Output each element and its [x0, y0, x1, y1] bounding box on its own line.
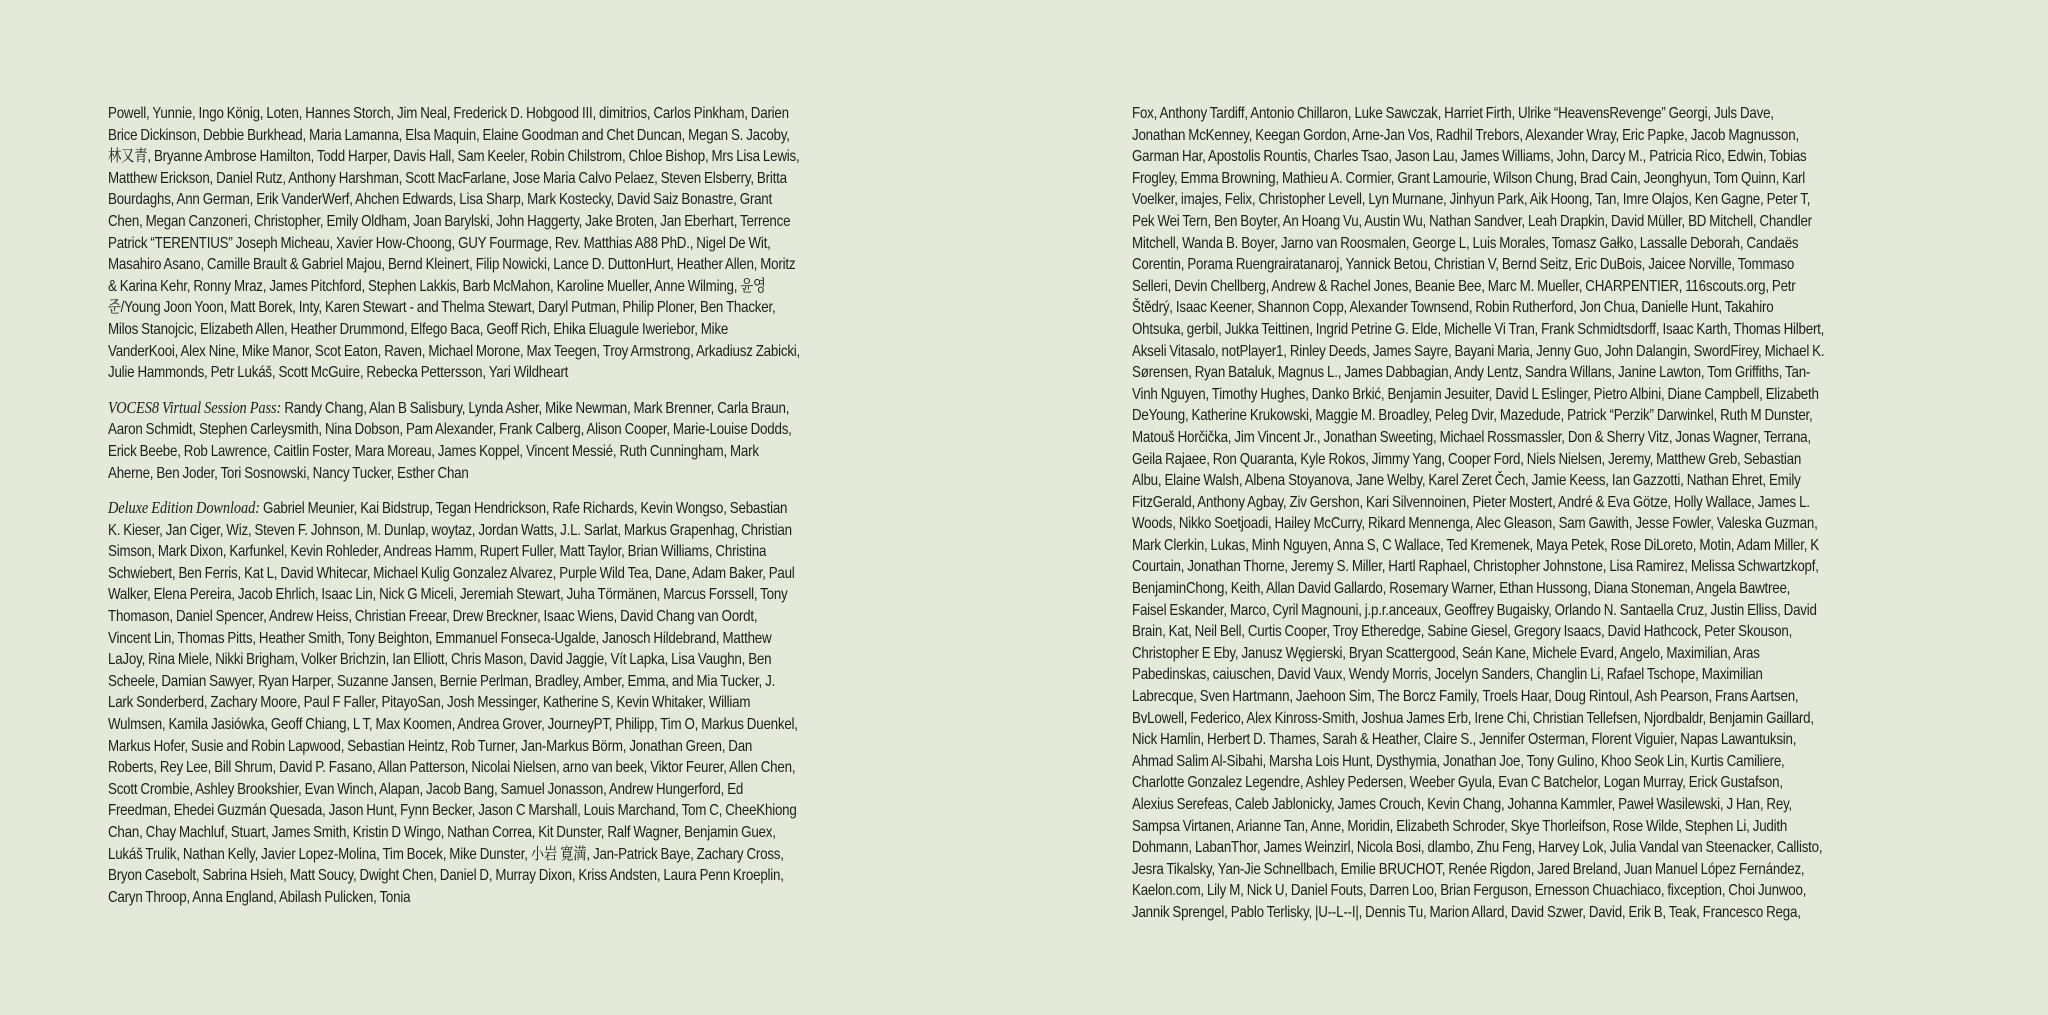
- virtual-session-pass-label: VOCES8 Virtual Session Pass:: [108, 397, 282, 417]
- left-page-column: [108, 103, 801, 921]
- deluxe-edition-paragraph: [108, 497, 801, 908]
- virtual-session-pass-names: Randy Chang, Alan B Salisbury, Lynda Asher, Mike Newman, Mark Brenner, Carla Braun, Aaron Schmidt, Stephen Carleysmith, Nina Dobson, Pam Alexander, Frank Calberg, Alison Cooper, Marie-Louise Dodds, Erick Beebe, Rob Lawrence, Caitlin Foster, Mara Moreau, James Koppel, Vincent Messié, Ruth Cunningham, Mark Aherne, Ben Joder, Tori Sosnowski, Nancy Tucker, Esther Chan: [108, 399, 792, 482]
- deluxe-edition-names: Gabriel Meunier, Kai Bidstrup, Tegan Hendrickson, Rafe Richards, Kevin Wongso, Sebastian K. Kieser, Jan Ciger, Wiz, Steven F. Johnson, M. Dunlap, woytaz, Jordan Watts, J.L. Sarlat, Markus Grapenhag, Christian Simson, Mark Dixon, Karfunkel, Kevin Rohleder, Andreas Hamm, Rupert Fuller, Matt Taylor, Brian Williams, Christina Schwiebert, Ben Ferris, Kat L, David Whitecar, Michael Kulig Gonzalez Alvarez, Purple Wild Tea, Dane, Adam Baker, Paul Walker, Elena Pereira, Jacob Ehrlich, Isaac Lin, Nick G Miceli, Jeremiah Stewart, Juha Törmänen, Marcus Forssell, Tony Thomason, Daniel Spencer, Andrew Heiss, Christian Freear, Drew Breckner, Isaac Wiens, David Chang van Oordt, Vincent Lin, Thomas Pitts, Heather Smith, Tony Beighton, Emmanuel Fonseca-Ugalde, Janosch Hildebrand, Matthew LaJoy, Rina Miele, Nikki Brigham, Volker Brichzin, Ian Elliott, Chris Mason, David Jaggie, Vít Lapka, Lisa Vaughn, Ben Scheele, Damian Sawyer, Ryan Harper, Suzanne Jansen, Bernie Perlman, Bradley, Amber, Emma, and Mia Tucker, J. Lark Sonderberd, Zachary Moore, Paul F Faller, PitayoSan, Josh Messinger, Katherine S, Kevin Whitaker, William Wulmsen, Kamila Jasiówka, Geoff Chiang, L T, Max Koomen, Andrea Grover, JourneyPT, Philipp, Tim O, Markus Duenkel, Markus Hofer, Susie and Robin Lapwood, Sebastian Heintz, Rob Turner, Jan-Markus Börm, Jonathan Green, Dan Roberts, Rey Lee, Bill Shrum, David P. Fasano, Allan Patterson, Nicolai Nielsen, arno van beek, Viktor Feurer, Allen Chen, Scott Crombie, Ashley Brookshier, Evan Winch, Alapan, Jacob Bang, Samuel Jonasson, Andrew Hungerford, Ed Freedman, Ehedei Guzmán Quesada, Jason Hunt, Fynn Becker, Jason C Marshall, Louis Marchand, Tom C, CheeKhiong Chan, Chay Machluf, Stuart, James Smith, Kristin D Wingo, Nathan Correa, Kit Dunster, Ralf Wagner, Benjamin Guex, Lukáš Trulik, Nathan Kelly, Javier Lopez-Molina, Tim Bocek, Mike Dunster, 小岩 寛満, Jan-Patrick Baye, Zachary Cross, Bryon Casebolt, Sabrina Hsieh, Matt Soucy, Dwight Chen, Daniel D, Murray Dixon, Kriss Andsten, Laura Penn Kroeplin, Caryn Throop, Anna England, Abilash Pulicken, Tonia: [108, 500, 798, 906]
- right-page-column: [1132, 103, 1825, 937]
- deluxe-edition-label: Deluxe Edition Download:: [108, 498, 260, 518]
- backer-names-paragraph: Powell, Yunnie, Ingo König, Loten, Hannes Storch, Jim Neal, Frederick D. Hobgood III, dimitrios, Carlos Pinkham, Darien Brice Dickinson, Debbie Burkhead, Maria Lamanna, Elsa Maquin, Elaine Goodman and Chet Duncan, Megan S. Jacoby, 林又青, Bryanne Ambrose Hamilton, Todd Harper, Davis Hall, Sam Keeler, Robin Chilstrom, Chloe Bishop, Mrs Lisa Lewis, Matthew Erickson, Daniel Rutz, Anthony Harshman, Scott MacFarlane, Jose Maria Calvo Pelaez, Steven Elsberry, Britta Bourdaghs, Ann German, Erik VanderWerf, Ahchen Edwards, Lisa Sharp, Mark Kostecky, David Saiz Bonastre, Grant Chen, Megan Canzoneri, Christopher, Emily Oldham, Joan Barylski, John Haggerty, Jake Broten, Jan Eberhart, Terrence Patrick “TERENTIUS” Joseph Micheau, Xavier How-Choong, GUY Fourmage, Rev. Matthias A88 PhD., Nigel De Wit, Masahiro Asano, Camille Brault & Gabriel Majou, Bernd Kleinert, Filip Nowicki, Lance D. DuttonHurt, Heather Allen, Moritz & Karina Kehr, Ronny Mraz, James Pitchford, Stephen Lakkis, Barb McMahon, Karoline Mueller, Anne Wilming, 윤영준/Young Joon Yoon, Matt Borek, Inty, Karen Stewart - and Thelma Stewart, Daryl Putman, Philip Ploner, Ben Thacker, Milos Stanojcic, Elizabeth Allen, Heather Drummond, Elfego Baca, Geoff Rich, Ehika Eluagule Iweriebor, Mike VanderKooi, Alex Nine, Mike Manor, Scot Eaton, Raven, Michael Morone, Max Teegen, Troy Armstrong, Arkadiusz Zabicki, Julie Hammonds, Petr Lukáš, Scott McGuire, Rebecka Pettersson, Yari Wildheart: [108, 105, 801, 382]
- virtual-session-pass-paragraph: [108, 397, 801, 484]
- backer-names-paragraph-continued: Fox, Anthony Tardiff, Antonio Chillaron, Luke Sawczak, Harriet Firth, Ulrike “HeavensRevenge” Georgi, Juls Dave, Jonathan McKenney, Keegan Gordon, Arne-Jan Vos, Radhil Trebors, Alexander Wray, Eric Papke, Jacob Magnusson, Garman Har, Apostolis Rountis, Charles Tsao, Jason Lau, James Williams, John, Darcy M., Patricia Rico, Edwin, Tobias Frogley, Emma Browning, Mathieu A. Cormier, Grant Lamourie, Wilson Chung, Brad Cain, Jeonghyun, Tom Quinn, Karl Voelker, imajes, Felix, Christopher Levell, Lyn Murnane, Jinhyun Park, Aik Hoong, Tan, Imre Olajos, Ken Gagne, Peter T, Pek Wei Tern, Ben Boyter, An Hoang Vu, Austin Wu, Nathan Sandver, Leah Drapkin, David Müller, BD Mitchell, Chandler Mitchell, Wanda B. Boyer, Jarno van Roosmalen, George L, Luis Morales, Tomasz Gałko, Lassalle Deborah, Candaës Corentin, Porama Ruengrairatanaroj, Yannick Betou, Christian V, Bernd Seitz, Eric DuBois, Jaicee Norville, Tommaso Selleri, Devin Chellberg, Andrew & Rachel Jones, Beanie Bee, Marc M. Mueller, CHARPENTIER, 116scouts.org, Petr Štědrý, Isaac Keener, Shannon Copp, Alexander Townsend, Robin Rutherford, Jon Chua, Danielle Hunt, Takahiro Ohtsuka, gerbil, Jukka Teittinen, Ingrid Petrine G. Elde, Michelle Vi Tran, Frank Schmidtsdorff, Isaac Karth, Thomas Hilbert, Akseli Vitasalo, notPlayer1, Rinley Deeds, James Sayre, Bayani Maria, Jenny Guo, John Dalangin, SwordFirey, Michael K. Sørensen, Ryan Bataluk, Magnus L., James Dabbagian, Andy Lentz, Sandra Willans, Janine Lawton, Tom Griffiths, Tan-Vinh Nguyen, Timothy Hughes, Danko Brkić, Benjamin Jesuiter, David L Eslinger, Pietro Albini, Diane Campbell, Elizabeth DeYoung, Katherine Krukowski, Maggie M. Broadley, Peleg Dvir, Mazedude, Patrick “Perzik” Darwinkel, Ruth M Dunster, Matouš Horčička, Jim Vincent Jr., Jonathan Sweeting, Michael Rossmassler, Don & Sherry Vitz, Jonas Wagner, Terrana, Geila Rajaee, Ron Quaranta, Kyle Rokos, Jimmy Yang, Cooper Ford, Niels Nielsen, Jeremy, Matthew Greb, Sebastian Albu, Elaine Walsh, Albena Stoyanova, Jane Welby, Karel Zeret Čech, Jamie Keess, Ian Gazzotti, Nathan Ehret, Emily FitzGerald, Anthony Agbay, Ziv Gershon, Kari Silvennoinen, Pieter Mostert, André & Eva Götze, Holly Wallace, James L. Woods, Nikko Soetjoadi, Hailey McCurry, Rikard Mennenga, Alec Gleason, Sam Gawith, Jesse Fowler, Valeska Guzman, Mark Clerkin, Lukas, Minh Nguyen, Anna S, C Wallace, Ted Kremenek, Maya Petek, Rose DiLoreto, Motin, Adam Miller, K Courtain, Jonathan Thorne, Jeremy S. Miller, Hartl Raphael, Christopher Johnstone, Lisa Ramirez, Melissa Schwartzkopf, BenjaminChong, Keith, Allan David Gallardo, Rosemary Warner, Ethan Hussong, Diana Stoneman, Angela Bawtree, Faisel Eskander, Marco, Cyril Magnouni, j.p.r.anceaux, Geoffrey Bugaisky, Orlando N. Santaella Cruz, Justin Elliss, David Brain, Kat, Neil Bell, Curtis Cooper, Troy Etheredge, Sabine Giesel, Gregory Isaacs, David Hathcock, Peter Skouson, Christopher E Eby, Janusz Węgierski, Bryan Scattergood, Seán Kane, Michele Evard, Angelo, Maximilian, Aras Pabedinskas, caiuschen, David Vaux, Wendy Morris, Jocelyn Sanders, Changlin Li, Rafael Tschope, Maximilian Labrecque, Sven Hartmann, Jaehoon Sim, The Borcz Family, Troels Haar, Doug Rintoul, Ash Pearson, Frans Aartsen, BvLowell, Federico, Alex Kinross-Smith, Joshua James Erb, Irene Chi, Christian Tellefsen, Njordbaldr, Benjamin Gaillard, Nick Hamlin, Herbert D. Thames, Sarah & Heather, Claire S., Jennifer Osterman, Florent Viguier, Napas Lawantuksin, Ahmad Salim Al-Sibahi, Marsha Lois Hunt, Dysthymia, Jonathan Joe, Tony Gulino, Khoo Seok Lin, Kurtis Camiliere, Charlotte Gonzalez Legendre, Ashley Pedersen, Weeber Gyula, Evan C Batchelor, Logan Murray, Erick Gustafson, Alexius Serefeas, Caleb Jablonicky, James Crouch, Kevin Chang, Johanna Kammler, Paweł Wasilewski, J Han, Rey, Sampsa Virtanen, Arianne Tan, Anne, Moridin, Elizabeth Schroder, Skye Thorleifson, Rose Wilde, Stephen Li, Judith Dohmann, LabanThor, James Weinzirl, Nicola Bosi, dlambo, Zhu Feng, Harvey Lok, Julia Vandal van Steenacker, Callisto, Jesra Tikalsky, Yan-Jie Schnellbach, Emilie BRUCHOT, Renée Rigdon, Jared Breland, Juan Manuel López Fernández, Kaelon.com, Lily M, Nick U, Daniel Fouts, Darren Loo, Brian Ferguson, Ernesson Chuachiaco, fixception, Choi Junwoo, Jannik Sprengel, Pablo Terlisky, |U--L--I|, Dennis Tu, Marion Allard, David Szwer, David, Erik B, Teak, Francesco Rega,: [1132, 105, 1825, 921]
